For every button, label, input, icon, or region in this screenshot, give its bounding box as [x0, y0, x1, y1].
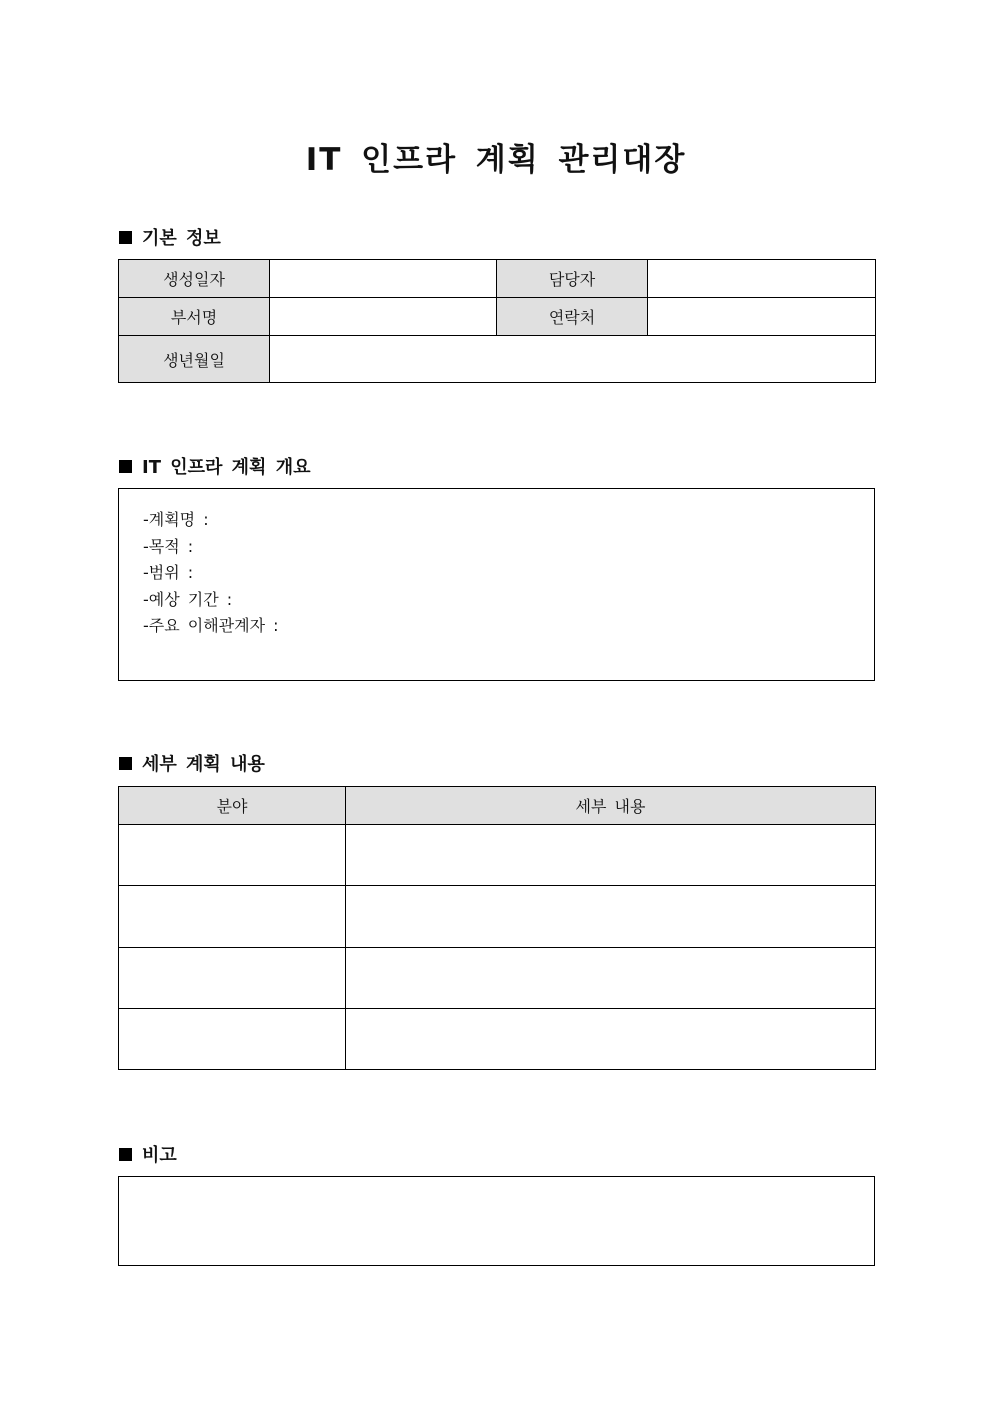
details-content-cell[interactable]	[346, 1009, 876, 1070]
overview-purpose-line: -목적 :	[143, 536, 194, 556]
section-basic-info-label: 기본 정보	[142, 228, 221, 249]
created-date-field[interactable]	[270, 260, 497, 298]
birthdate-label: 생년월일	[119, 336, 270, 383]
section-remarks-heading	[119, 1141, 177, 1167]
overview-stakeholders-line: -주요 이해관계자 :	[143, 616, 279, 635]
details-content-cell[interactable]	[346, 948, 876, 1009]
square-bullet-icon	[119, 1148, 132, 1161]
details-field-cell[interactable]	[119, 886, 346, 948]
department-field[interactable]	[270, 298, 497, 336]
page-title: IT 인프라 계획 관리대장	[305, 142, 687, 178]
manager-field[interactable]	[648, 260, 876, 298]
table-row	[119, 825, 876, 886]
details-content-cell[interactable]	[346, 825, 876, 886]
overview-period-line: -예상 기간 :	[143, 589, 233, 609]
birthdate-field[interactable]	[270, 336, 876, 383]
overview-scope-line: -범위 :	[143, 563, 194, 582]
created-date-label: 생성일자	[119, 260, 270, 298]
overview-box[interactable]	[118, 488, 875, 681]
remarks-box[interactable]	[118, 1176, 875, 1266]
section-overview-heading	[119, 453, 311, 479]
table-row	[119, 1009, 876, 1070]
contact-label: 연락처	[497, 298, 648, 336]
table-row	[119, 886, 876, 948]
basic-info-table	[118, 259, 876, 383]
section-remarks-label: 비고	[142, 1145, 177, 1166]
section-basic-info-heading	[119, 224, 221, 250]
contact-field[interactable]	[648, 298, 876, 336]
details-header-content: 세부 내용	[346, 787, 876, 825]
square-bullet-icon	[119, 757, 132, 770]
remarks-text	[119, 1177, 874, 1197]
details-field-cell[interactable]	[119, 1009, 346, 1070]
section-details-heading	[119, 750, 265, 776]
square-bullet-icon	[119, 231, 132, 244]
details-table	[118, 786, 876, 1070]
details-header-field: 분야	[119, 787, 346, 825]
overview-plan-name-line: -계획명 :	[143, 510, 209, 529]
details-field-cell[interactable]	[119, 948, 346, 1009]
manager-label: 담당자	[497, 260, 648, 298]
department-label: 부서명	[119, 298, 270, 336]
section-overview-label: IT 인프라 계획 개요	[142, 457, 311, 478]
details-content-cell[interactable]	[346, 886, 876, 948]
section-details-label: 세부 계획 내용	[142, 754, 265, 775]
square-bullet-icon	[119, 460, 132, 473]
details-field-cell[interactable]	[119, 825, 346, 886]
table-row	[119, 948, 876, 1009]
